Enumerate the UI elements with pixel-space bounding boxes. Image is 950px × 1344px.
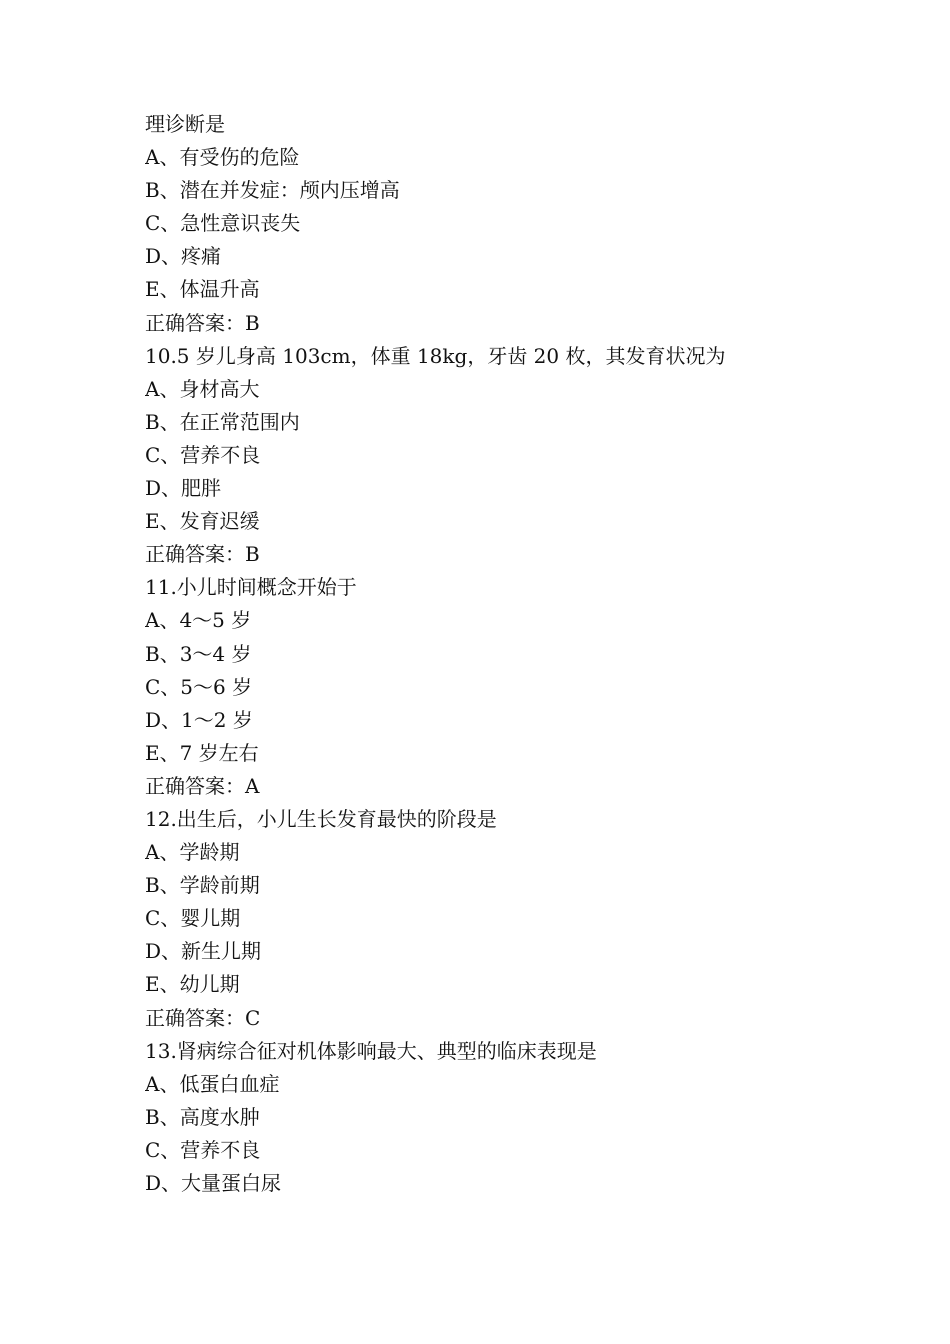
option-a: A、低蛋白血症 <box>145 1071 280 1096</box>
question-12: 12.出生后，小儿生长发育最快的阶段是 <box>145 806 497 831</box>
option-c: C、营养不良 <box>145 442 261 467</box>
document-body <box>145 108 905 1200</box>
option-d: D、肥胖 <box>145 476 222 501</box>
option-e: E、幼儿期 <box>145 972 240 997</box>
correct-answer: 正确答案：C <box>145 1005 261 1030</box>
option-e: E、发育迟缓 <box>145 509 260 534</box>
correct-answer: 正确答案：B <box>145 310 260 335</box>
question-10: 10.5 岁儿身高 103cm，体重 18kg，牙齿 20 枚，其发育状况为 <box>145 343 726 368</box>
question-stem-continuation: 理诊断是 <box>145 112 225 136</box>
option-d: D、1～2 岁 <box>145 707 253 732</box>
option-c: C、5～6 岁 <box>145 674 253 699</box>
option-c: C、急性意识丧失 <box>145 211 301 236</box>
option-b: B、3～4 岁 <box>145 641 252 666</box>
correct-answer: 正确答案：A <box>145 773 260 798</box>
option-d: D、新生儿期 <box>145 939 262 964</box>
question-11: 11.小儿时间概念开始于 <box>145 575 357 600</box>
correct-answer: 正确答案：B <box>145 542 260 567</box>
option-a: A、身材高大 <box>145 376 260 401</box>
option-b: B、高度水肿 <box>145 1104 260 1129</box>
option-d: D、大量蛋白尿 <box>145 1171 282 1195</box>
option-a: A、有受伤的危险 <box>145 145 300 170</box>
option-a: A、学龄期 <box>145 840 240 865</box>
option-c: C、营养不良 <box>145 1137 261 1162</box>
option-e: E、7 岁左右 <box>145 740 259 765</box>
option-c: C、婴儿期 <box>145 906 241 931</box>
option-b: B、潜在并发症：颅内压增高 <box>145 178 400 203</box>
option-b: B、学龄前期 <box>145 873 260 898</box>
option-a: A、4～5 岁 <box>145 608 252 633</box>
option-d: D、疼痛 <box>145 244 222 269</box>
question-13: 13.肾病综合征对机体影响最大、典型的临床表现是 <box>145 1038 597 1063</box>
option-b: B、在正常范围内 <box>145 409 300 434</box>
option-e: E、体温升高 <box>145 277 260 302</box>
